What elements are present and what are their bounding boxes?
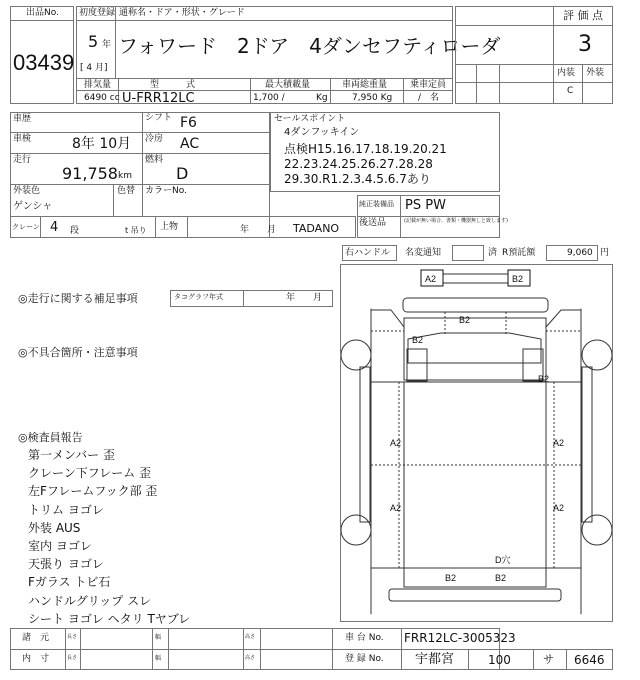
damage-mark: D穴: [495, 555, 511, 565]
damage-mark: A2: [553, 503, 565, 513]
length-label: 長さ: [67, 634, 78, 640]
color-change-label: 色替: [117, 186, 136, 196]
later-items-note: (記載が無い場合、書類・機器無しと致します): [404, 218, 508, 224]
sales-point-line: 4ダンフッキイン: [284, 127, 360, 138]
crane-stages: 4: [50, 220, 59, 235]
recycle-label: R預託額: [502, 248, 536, 258]
exterior-label: 外装: [586, 68, 605, 78]
capacity: / 名: [418, 93, 440, 103]
registration-area: 宇都宮: [415, 652, 455, 667]
damage-mark: A2: [390, 503, 402, 513]
sales-point-line: 22.23.24.25.26.27.28.28: [284, 157, 433, 171]
defects-label: ◎不具合箇所・注意事項: [18, 346, 138, 359]
yen-unit: 円: [600, 248, 610, 258]
color-no-label: カラーNo.: [145, 186, 187, 196]
fuel-label: 燃料: [145, 155, 164, 165]
body-date: 年 月: [240, 225, 277, 235]
inspector-report-label: ◎検査員報告: [18, 431, 83, 444]
rhd-label: 右ハンドル: [345, 248, 391, 258]
recycle-value: 9,060: [567, 248, 593, 258]
lot-no-label: 出品No.: [26, 8, 59, 18]
report-line: 室内 ヨゴレ: [28, 539, 92, 554]
mileage: 91,758: [62, 164, 118, 183]
width-label: 幅: [155, 634, 162, 641]
report-line: 第一メンバー 歪: [28, 448, 115, 462]
damage-mark: B2: [512, 274, 524, 284]
color: ゲンシャ: [13, 201, 53, 212]
body-label: 上物: [160, 222, 179, 232]
fuel: D: [176, 164, 189, 183]
report-line: トリム ヨゴレ: [28, 502, 104, 517]
registration-extension: [499, 649, 613, 670]
displacement: 6490 cc: [84, 93, 120, 103]
later-items-label: 後送品: [359, 218, 387, 228]
height-label: 高さ: [245, 634, 256, 640]
lot-no: 03439: [13, 50, 75, 75]
body-maker: TADANO: [293, 222, 340, 235]
name-change-label: 名変通知: [405, 248, 442, 258]
recycle-prefix: 済: [488, 248, 498, 258]
running-notes-label: ◎走行に関する補足事項: [18, 292, 138, 305]
model-label: 型 式: [150, 80, 196, 90]
color-label: 外装色: [13, 186, 41, 196]
inspection-label: 車検: [13, 134, 32, 144]
damage-mark: A2: [425, 274, 437, 284]
name-label: 通称名・ドア・形状・グレード: [119, 8, 245, 18]
damage-mark: B2: [445, 573, 457, 583]
gross-weight: 7,950 Kg: [352, 93, 393, 103]
equipment-value: PS PW: [405, 198, 446, 213]
mileage-unit: km: [118, 171, 132, 181]
displacement-label: 排気量: [84, 80, 112, 90]
name-change-box: [452, 245, 484, 261]
crane-label: クレーン: [12, 223, 40, 231]
equipment-label: 純正装備品: [359, 200, 394, 208]
shift-label: シフト: [145, 113, 173, 123]
score-label: 評 価 点: [563, 9, 603, 22]
inspector-report-list: [28, 446, 190, 628]
sales-point-label: セールスポイント: [274, 114, 346, 124]
model: U-FRR12LC: [122, 91, 195, 106]
max-load-unit: Kg: [316, 93, 328, 103]
damage-mark: A2: [390, 438, 402, 448]
chassis-number: FRR12LC-3005323: [404, 631, 516, 645]
width-label: 幅: [155, 655, 162, 662]
score: 3: [578, 32, 592, 57]
interior-grade: C: [567, 86, 574, 96]
ac: AC: [180, 136, 200, 152]
history-label: 車歴: [13, 114, 32, 124]
max-load: 1,700 /: [253, 93, 285, 103]
sales-point-line: 29.30.R1.2.3.4.5.6.7あり: [284, 172, 431, 186]
height-label: 高さ: [245, 655, 256, 661]
crane-ton-unit: t 吊り: [125, 226, 147, 235]
ac-label: 冷房: [145, 134, 164, 144]
tacho-label: タコグラフ年式: [174, 293, 223, 301]
report-line: ハンドルグリップ スレ: [28, 593, 152, 608]
crane-stage-unit: 段: [70, 226, 80, 236]
report-line: クレーン下フレーム 歪: [28, 466, 152, 481]
spec-label: 諸 元: [22, 633, 50, 643]
report-line: 左Fフレームフック部 歪: [28, 484, 158, 499]
damage-mark: A2: [553, 438, 565, 448]
first-reg-label: 初度登録: [79, 8, 116, 18]
truck-outline: [341, 274, 612, 614]
year-unit: 年: [102, 40, 112, 50]
length-label: 長さ: [67, 655, 78, 661]
inspection: 8年 10月: [72, 136, 132, 152]
sales-point-line: 点検H15.16.17.18.19.20.21: [284, 142, 447, 156]
registration-label: 登 録 No.: [345, 654, 384, 664]
tacho-value: 年 月: [286, 293, 323, 303]
chassis-label: 車 台 No.: [345, 633, 384, 643]
inner-label: 内 寸: [22, 654, 50, 664]
damage-mark: B2: [538, 374, 550, 384]
registration-class: 100: [488, 653, 511, 667]
interior-label: 内装: [557, 68, 576, 78]
report-line: Fガラス トビ石: [28, 575, 111, 590]
damage-diagram: [340, 264, 613, 622]
damage-mark: B2: [412, 335, 424, 345]
max-load-label: 最大積載量: [265, 80, 311, 90]
shift: F6: [180, 115, 197, 131]
mileage-label: 走行: [13, 155, 32, 165]
vehicle-name: フォワード 2ドア 4ダンセフティローダ: [118, 34, 501, 58]
damage-mark: B2: [495, 573, 507, 583]
registration-number: 6646: [574, 653, 605, 667]
first-reg-month: [ 4 月]: [80, 63, 108, 73]
report-line: シート ヨゴレ ヘタリ Tヤブレ: [28, 611, 191, 626]
damage-mark: B2: [459, 315, 471, 325]
first-reg-year: 5: [88, 32, 99, 51]
report-line: 天張り ヨゴレ: [28, 557, 104, 572]
capacity-label: 乗車定員: [410, 80, 447, 90]
report-line: 外装 AUS: [28, 520, 81, 535]
registration-kana: サ: [543, 653, 554, 666]
gross-weight-label: 車両総重量: [342, 80, 388, 90]
